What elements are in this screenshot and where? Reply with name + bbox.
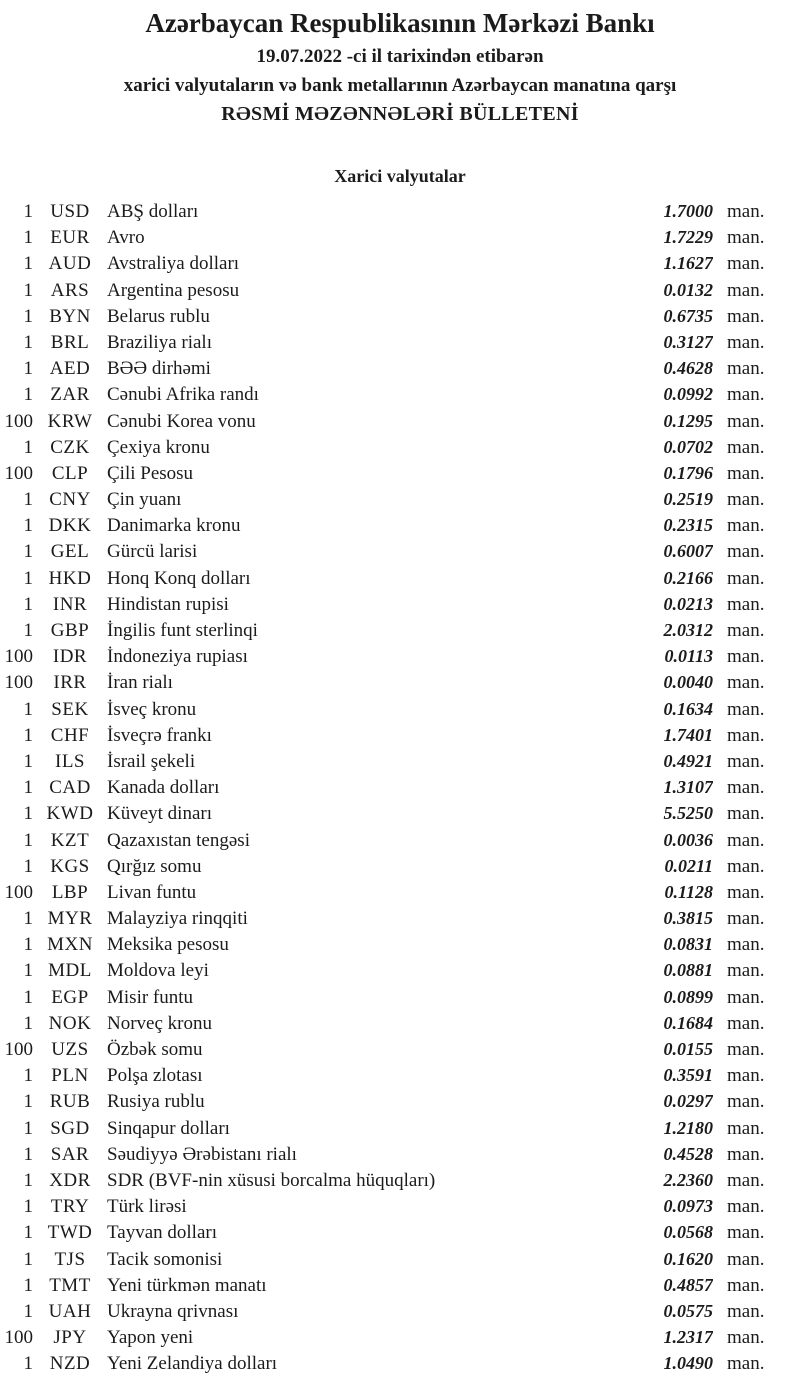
currency-code-cell: KWD <box>46 803 94 825</box>
rate-value-cell: 0.0568 <box>663 1222 713 1243</box>
table-row <box>0 1115 800 1141</box>
unit-cell: man. <box>727 986 765 1008</box>
rate-value-cell: 0.0113 <box>664 646 713 667</box>
rate-value-cell: 1.0490 <box>663 1353 713 1374</box>
currency-name-cell: İsveçrə frankı <box>107 724 212 746</box>
unit-cell: man. <box>727 960 765 982</box>
unit-cell: man. <box>727 384 765 406</box>
unit-cell: man. <box>727 227 765 249</box>
quantity-cell: 1 <box>23 227 33 249</box>
currency-name-cell: Sinqapur dolları <box>107 1117 230 1139</box>
rate-value-cell: 1.7401 <box>663 724 713 745</box>
rate-value-cell: 1.3107 <box>663 777 713 798</box>
rate-value-cell: 0.3815 <box>663 908 713 929</box>
rate-value-cell: 0.1634 <box>663 698 713 719</box>
currency-code-cell: BRL <box>50 331 90 353</box>
table-row <box>0 460 800 486</box>
quantity-cell: 1 <box>23 1012 33 1034</box>
table-row <box>0 1167 800 1193</box>
rate-value-cell: 0.0899 <box>663 986 713 1007</box>
quantity-cell: 1 <box>23 855 33 877</box>
currency-code-cell: JPY <box>53 1327 87 1349</box>
unit-cell: man. <box>727 1117 765 1139</box>
currency-code-cell: CZK <box>50 436 90 458</box>
quantity-cell: 1 <box>23 724 33 746</box>
unit-cell: man. <box>727 331 765 353</box>
rate-value-cell: 0.3591 <box>663 1065 713 1086</box>
currency-code-cell: ARS <box>50 279 90 301</box>
unit-cell: man. <box>727 881 765 903</box>
table-row <box>0 879 800 905</box>
currency-code-cell: CAD <box>49 777 91 799</box>
unit-cell: man. <box>727 1196 765 1218</box>
quantity-cell: 1 <box>23 1300 33 1322</box>
table-row <box>0 853 800 879</box>
unit-cell: man. <box>727 777 765 799</box>
quantity-cell: 100 <box>4 672 33 694</box>
currency-name-cell: ABŞ dolları <box>107 201 199 222</box>
table-row <box>0 591 800 617</box>
rate-value-cell: 0.4857 <box>663 1274 713 1295</box>
rate-value-cell: 0.2315 <box>663 515 713 536</box>
currency-name-cell: Çexiya kronu <box>107 436 210 458</box>
currency-code-cell: ILS <box>55 750 85 772</box>
currency-code-cell: IDR <box>52 646 88 668</box>
currency-code-cell: LBP <box>51 881 89 903</box>
quantity-cell: 1 <box>23 1353 33 1375</box>
quantity-cell: 100 <box>4 462 33 484</box>
currency-name-cell: Norveç kronu <box>107 1012 212 1034</box>
currency-name-cell: Braziliya rialı <box>107 331 212 353</box>
unit-cell: man. <box>727 646 765 668</box>
rate-value-cell: 1.7229 <box>663 227 713 248</box>
currency-code-cell: EUR <box>50 227 90 249</box>
unit-cell: man. <box>727 436 765 458</box>
unit-cell: man. <box>727 305 765 327</box>
quantity-cell: 1 <box>23 331 33 353</box>
unit-cell: man. <box>727 567 765 589</box>
currency-code-cell: CHF <box>50 724 90 746</box>
rate-value-cell: 0.0155 <box>663 1039 713 1059</box>
unit-cell: man. <box>727 358 765 380</box>
quantity-cell: 1 <box>23 620 33 641</box>
currency-code-cell: MXN <box>47 934 93 956</box>
rate-value-cell: 0.0132 <box>663 279 713 300</box>
quantity-cell: 1 <box>23 384 33 406</box>
unit-cell: man. <box>727 1300 765 1322</box>
table-row <box>0 512 800 538</box>
table-row <box>0 905 800 931</box>
currency-name-cell: Özbək somu <box>107 1039 203 1060</box>
currency-name-cell: İsrail şekeli <box>107 750 196 772</box>
currency-name-cell: Cənubi Korea vonu <box>107 410 256 432</box>
quantity-cell: 1 <box>23 593 33 615</box>
currency-name-cell: Belarus rublu <box>107 305 210 327</box>
unit-cell: man. <box>727 1353 765 1375</box>
table-row <box>0 381 800 407</box>
table-row <box>0 774 800 800</box>
rate-value-cell: 0.0881 <box>663 960 713 981</box>
currency-name-cell: Tacik somonisi <box>107 1248 223 1270</box>
currency-name-cell: Livan funtu <box>107 881 197 903</box>
rate-value-cell: 0.2519 <box>663 489 713 510</box>
currency-name-cell: Ukrayna qrivnası <box>107 1300 239 1322</box>
currency-name-cell: Kanada dolları <box>107 777 220 799</box>
unit-cell: man. <box>727 253 765 275</box>
subtitle-line: xarici valyutaların və bank metallarının Azərbaycan manatına qarşı <box>123 75 677 96</box>
bulletin-title: RƏSMİ MƏZƏNNƏLƏRİ BÜLLETENİ <box>221 103 579 125</box>
unit-cell: man. <box>727 1248 765 1270</box>
unit-cell: man. <box>727 462 765 484</box>
unit-cell: man. <box>727 515 765 537</box>
quantity-cell: 100 <box>4 410 33 432</box>
currency-name-cell: Yapon yeni <box>107 1327 194 1349</box>
currency-name-cell: Rusiya rublu <box>107 1091 205 1113</box>
quantity-cell: 1 <box>23 1143 33 1165</box>
currency-code-cell: BYN <box>49 305 91 327</box>
table-row <box>0 1272 800 1298</box>
currency-name-cell: İndoneziya rupiası <box>107 646 248 668</box>
rate-value-cell: 0.0973 <box>663 1196 713 1217</box>
currency-name-cell: Çin yuanı <box>107 489 182 511</box>
rate-value-cell: 0.0992 <box>663 384 713 405</box>
currency-code-cell: XDR <box>49 1169 91 1191</box>
rate-value-cell: 1.2180 <box>663 1117 713 1138</box>
quantity-cell: 1 <box>23 829 33 851</box>
currency-name-cell: Gürcü larisi <box>107 541 198 563</box>
unit-cell: man. <box>727 279 765 301</box>
rate-value-cell: 0.6735 <box>663 305 713 326</box>
rate-value-cell: 0.0040 <box>663 672 713 693</box>
currency-name-cell: Moldova leyi <box>107 960 209 982</box>
rate-value-cell: 1.7000 <box>663 201 713 221</box>
rate-value-cell: 0.4628 <box>663 358 713 379</box>
table-row <box>0 1246 800 1272</box>
rate-value-cell: 0.1796 <box>663 462 713 483</box>
quantity-cell: 1 <box>23 201 33 222</box>
table-row <box>0 1324 800 1350</box>
currency-name-cell: BƏƏ dirhəmi <box>107 358 211 380</box>
currency-name-cell: Hindistan rupisi <box>107 593 229 615</box>
rate-value-cell: 0.0036 <box>663 829 713 850</box>
table-row <box>0 984 800 1010</box>
table-row <box>0 696 800 722</box>
table-row <box>0 669 800 695</box>
rate-value-cell: 1.2317 <box>663 1327 713 1348</box>
quantity-cell: 100 <box>4 1327 33 1349</box>
unit-cell: man. <box>727 593 765 615</box>
currency-code-cell: ZAR <box>50 384 90 406</box>
rate-value-cell: 0.0297 <box>663 1091 713 1112</box>
quantity-cell: 1 <box>23 253 33 275</box>
currency-name-cell: Honq Konq dolları <box>107 567 251 589</box>
unit-cell: man. <box>727 934 765 956</box>
rate-value-cell: 5.5250 <box>663 803 713 824</box>
rate-value-cell: 2.0312 <box>663 620 713 640</box>
table-row <box>0 355 800 381</box>
currency-code-cell: DKK <box>48 515 92 537</box>
table-row <box>0 224 800 250</box>
page-title: Azərbaycan Respublikasının Mərkəzi Bankı <box>145 8 655 38</box>
unit-cell: man. <box>727 1222 765 1244</box>
quantity-cell: 1 <box>23 1274 33 1296</box>
unit-cell: man. <box>727 1169 765 1191</box>
currency-name-cell: İsveç kronu <box>107 698 197 720</box>
table-row <box>0 1088 800 1114</box>
quantity-cell: 1 <box>23 489 33 511</box>
currency-code-cell: UAH <box>48 1300 92 1322</box>
table-row <box>0 722 800 748</box>
table-row <box>0 408 800 434</box>
rate-value-cell: 2.2360 <box>663 1169 713 1190</box>
unit-cell: man. <box>727 908 765 930</box>
currency-code-cell: SAR <box>50 1143 90 1165</box>
currency-name-cell: Qazaxıstan tengəsi <box>107 829 250 851</box>
currency-name-cell: İngilis funt sterlinqi <box>107 620 258 641</box>
currency-code-cell: SEK <box>51 698 89 720</box>
unit-cell: man. <box>727 698 765 720</box>
quantity-cell: 1 <box>23 1196 33 1218</box>
unit-cell: man. <box>727 1143 765 1165</box>
rate-value-cell: 0.0575 <box>663 1300 713 1321</box>
unit-cell: man. <box>727 724 765 746</box>
unit-cell: man. <box>727 750 765 772</box>
table-row <box>0 250 800 276</box>
rate-value-cell: 0.6007 <box>663 541 713 562</box>
table-row <box>0 538 800 564</box>
table-row <box>0 303 800 329</box>
table-row <box>0 1036 800 1062</box>
table-row <box>0 1350 800 1376</box>
rate-value-cell: 0.0702 <box>663 436 713 457</box>
quantity-cell: 1 <box>23 567 33 589</box>
currency-code-cell: TMT <box>49 1274 91 1296</box>
currency-code-cell: AED <box>49 358 91 380</box>
currency-name-cell: Avstraliya dolları <box>107 253 240 275</box>
unit-cell: man. <box>727 803 765 825</box>
unit-cell: man. <box>727 1091 765 1113</box>
currency-code-cell: CLP <box>51 462 89 484</box>
table-row <box>0 1010 800 1036</box>
quantity-cell: 100 <box>4 646 33 668</box>
currency-name-cell: Yeni türkmən manatı <box>107 1274 267 1296</box>
quantity-cell: 100 <box>4 881 33 903</box>
currency-name-cell: Səudiyyə Ərəbistanı rialı <box>107 1143 297 1165</box>
table-row <box>0 617 800 643</box>
currency-code-cell: KRW <box>47 410 93 432</box>
rate-value-cell: 0.4528 <box>663 1143 713 1164</box>
quantity-cell: 1 <box>23 803 33 825</box>
currency-code-cell: NZD <box>49 1353 91 1375</box>
currency-code-cell: USD <box>50 201 90 222</box>
rate-value-cell: 0.1295 <box>663 410 713 431</box>
table-row <box>0 643 800 669</box>
section-title-foreign-currencies: Xarici valyutalar <box>334 166 466 186</box>
currency-code-cell: HKD <box>48 567 92 589</box>
currency-code-cell: TRY <box>50 1196 90 1218</box>
table-row <box>0 1298 800 1324</box>
currency-name-cell: İran rialı <box>107 672 173 694</box>
currency-code-cell: EGP <box>51 986 89 1008</box>
quantity-cell: 1 <box>23 515 33 537</box>
currency-name-cell: Misir funtu <box>107 986 194 1008</box>
unit-cell: man. <box>727 829 765 851</box>
unit-cell: man. <box>727 1039 765 1060</box>
currency-name-cell: SDR (BVF-nin xüsusi borcalma hüquqları) <box>107 1169 436 1191</box>
currency-code-cell: KGS <box>50 855 90 877</box>
currency-name-cell: Danimarka kronu <box>107 515 241 537</box>
table-row <box>0 486 800 512</box>
quantity-cell: 1 <box>23 1248 33 1270</box>
unit-cell: man. <box>727 489 765 511</box>
quantity-cell: 100 <box>4 1039 33 1060</box>
table-row <box>0 800 800 826</box>
table-row <box>0 748 800 774</box>
quantity-cell: 1 <box>23 750 33 772</box>
currency-code-cell: MDL <box>48 960 92 982</box>
rate-value-cell: 0.1684 <box>663 1012 713 1033</box>
currency-code-cell: MYR <box>47 908 93 930</box>
unit-cell: man. <box>727 541 765 563</box>
table-row <box>0 565 800 591</box>
unit-cell: man. <box>727 410 765 432</box>
quantity-cell: 1 <box>23 1065 33 1087</box>
quantity-cell: 1 <box>23 777 33 799</box>
table-row <box>0 957 800 983</box>
currency-code-cell: AUD <box>48 253 92 275</box>
unit-cell: man. <box>727 1327 765 1349</box>
unit-cell: man. <box>727 620 765 641</box>
quantity-cell: 1 <box>23 1117 33 1139</box>
quantity-cell: 1 <box>23 358 33 380</box>
currency-code-cell: SGD <box>50 1117 90 1139</box>
quantity-cell: 1 <box>23 305 33 327</box>
currency-code-cell: INR <box>52 593 88 615</box>
table-row <box>0 827 800 853</box>
rate-value-cell: 0.2166 <box>663 567 713 588</box>
rate-value-cell: 0.3127 <box>663 331 713 352</box>
table-row <box>0 931 800 957</box>
currency-name-cell: Tayvan dolları <box>107 1222 217 1244</box>
table-row <box>0 277 800 303</box>
unit-cell: man. <box>727 1012 765 1034</box>
currency-name-cell: Avro <box>107 227 145 249</box>
table-row <box>0 1062 800 1088</box>
currency-name-cell: Qırğız somu <box>107 855 202 877</box>
currency-code-cell: GBP <box>50 620 90 641</box>
quantity-cell: 1 <box>23 1091 33 1113</box>
currency-code-cell: KZT <box>50 829 90 851</box>
currency-code-cell: CNY <box>49 489 91 511</box>
quantity-cell: 1 <box>23 436 33 458</box>
table-row <box>0 1219 800 1245</box>
currency-code-cell: PLN <box>51 1065 89 1087</box>
unit-cell: man. <box>727 672 765 694</box>
quantity-cell: 1 <box>23 1222 33 1244</box>
quantity-cell: 1 <box>23 541 33 563</box>
currency-code-cell: NOK <box>48 1012 92 1034</box>
table-row <box>0 434 800 460</box>
effective-date-line: 19.07.2022 -ci il tarixindən etibarən <box>256 46 544 67</box>
quantity-cell: 1 <box>23 934 33 956</box>
currency-name-cell: Meksika pesosu <box>107 934 229 956</box>
rate-value-cell: 1.1627 <box>663 253 713 274</box>
quantity-cell: 1 <box>23 908 33 930</box>
currency-code-cell: RUB <box>49 1091 91 1113</box>
quantity-cell: 1 <box>23 1169 33 1191</box>
quantity-cell: 1 <box>23 960 33 982</box>
quantity-cell: 1 <box>23 986 33 1008</box>
rate-value-cell: 0.1128 <box>664 881 713 902</box>
unit-cell: man. <box>727 1065 765 1087</box>
currency-code-cell: TWD <box>47 1222 93 1244</box>
rate-value-cell: 0.0213 <box>663 593 713 614</box>
rate-value-cell: 0.1620 <box>663 1248 713 1269</box>
currency-name-cell: Türk lirəsi <box>107 1196 187 1218</box>
rates-table <box>0 198 800 1376</box>
quantity-cell: 1 <box>23 698 33 720</box>
currency-name-cell: Yeni Zelandiya dolları <box>107 1353 278 1375</box>
table-row <box>0 198 800 224</box>
currency-name-cell: Küveyt dinarı <box>107 803 213 825</box>
quantity-cell: 1 <box>23 279 33 301</box>
currency-name-cell: Argentina pesosu <box>107 279 240 301</box>
currency-code-cell: IRR <box>53 672 87 694</box>
unit-cell: man. <box>727 855 765 877</box>
table-row <box>0 329 800 355</box>
currency-code-cell: GEL <box>50 541 90 563</box>
table-row <box>0 1193 800 1219</box>
unit-cell: man. <box>727 1274 765 1296</box>
currency-name-cell: Çili Pesosu <box>107 462 194 484</box>
rate-value-cell: 0.0211 <box>664 855 713 876</box>
currency-name-cell: Cənubi Afrika randı <box>107 384 259 406</box>
table-row <box>0 1141 800 1167</box>
unit-cell: man. <box>727 201 765 222</box>
rate-value-cell: 0.0831 <box>663 934 713 955</box>
currency-code-cell: TJS <box>54 1248 86 1270</box>
currency-name-cell: Polşa zlotası <box>107 1065 203 1087</box>
rate-value-cell: 0.4921 <box>663 750 713 771</box>
currency-code-cell: UZS <box>51 1039 89 1060</box>
currency-name-cell: Malayziya rinqqiti <box>107 908 248 930</box>
